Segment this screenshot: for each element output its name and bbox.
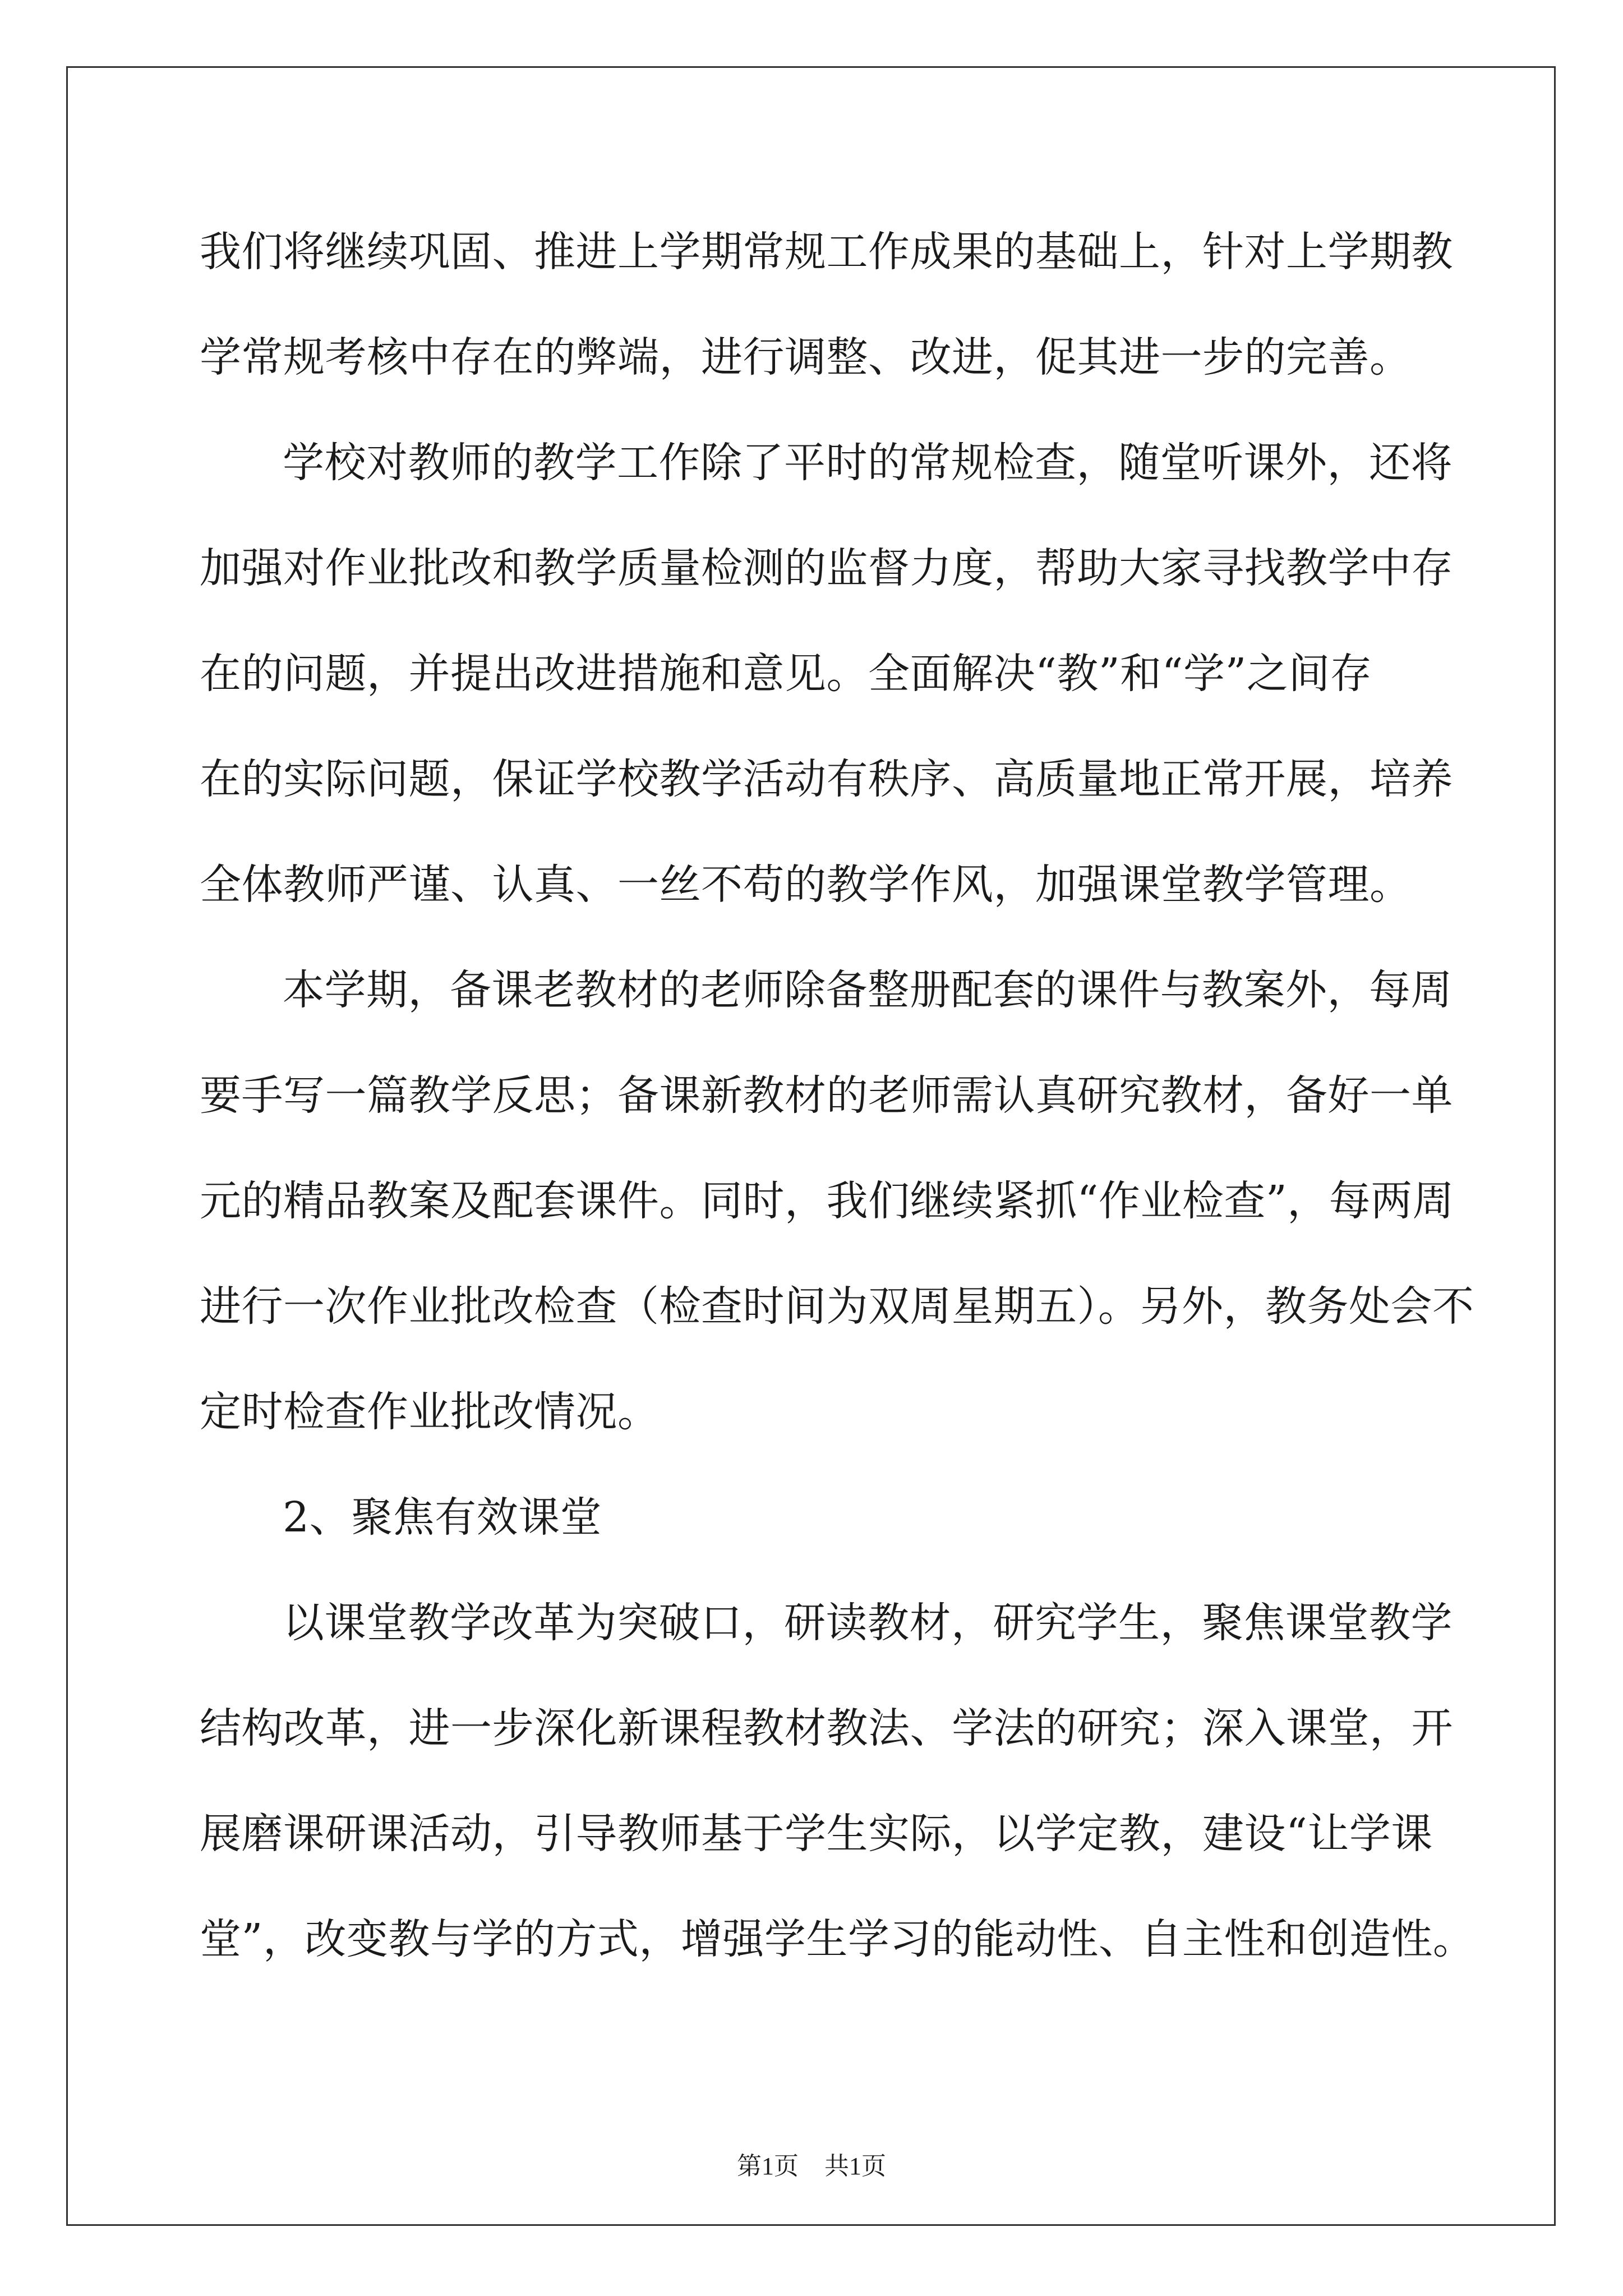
- text-line: 结构改革，进一步深化新课程教材教法、学法的研究；深入课堂，开: [200, 1704, 1453, 1752]
- text-line: 堂”，改变教与学的方式，增强学生学习的能动性、自主性和创造性。: [200, 1915, 1475, 1963]
- section-heading: 2、聚焦有效课堂: [283, 1493, 602, 1542]
- text-line: 要手写一篇教学反思；备课新教材的老师需认真研究教材，备好一单: [200, 1071, 1453, 1120]
- paragraph-start-line: 学校对教师的教学工作除了平时的常规检查，随堂听课外，还将: [283, 439, 1453, 487]
- text-line: 加强对作业批改和教学质量检测的监督力度，帮助大家寻找教学中存: [200, 544, 1453, 592]
- text-line: 展磨课研课活动，引导教师基于学生实际，以学定教，建设“让学课: [200, 1810, 1433, 1858]
- text-line: 我们将继续巩固、推进上学期常规工作成果的基础上，针对上学期教: [200, 228, 1453, 276]
- text-line: 元的精品教案及配套课件。同时，我们继续紧抓“作业检查”，每两周: [200, 1177, 1455, 1225]
- document-body: [200, 199, 1475, 1992]
- paragraph-start-line: 以课堂教学改革为突破口，研读教材，研究学生，聚焦课堂教学: [283, 1599, 1453, 1647]
- text-line: 定时检查作业批改情况。: [200, 1388, 660, 1436]
- text-line: 进行一次作业批改检查（检查时间为双周星期五）。另外，教务处会不: [200, 1282, 1474, 1331]
- page-number-current: 第1页: [737, 2152, 799, 2180]
- text-line: 学常规考核中存在的弊端，进行调整、改进，促其进一步的完善。: [200, 333, 1412, 381]
- text-line: 在的实际问题，保证学校教学活动有秩序、高质量地正常开展，培养: [200, 755, 1453, 803]
- text-line: 在的问题，并提出改进措施和意见。全面解决“教”和“学”之间存: [200, 650, 1372, 698]
- page-footer: [0, 2150, 1623, 2183]
- text-line: 全体教师严谨、认真、一丝不苟的教学作风，加强课堂教学管理。: [200, 861, 1412, 909]
- page-number-total: 共1页: [824, 2152, 886, 2180]
- paragraph-start-line: 本学期，备课老教材的老师除备整册配套的课件与教案外，每周: [283, 966, 1453, 1014]
